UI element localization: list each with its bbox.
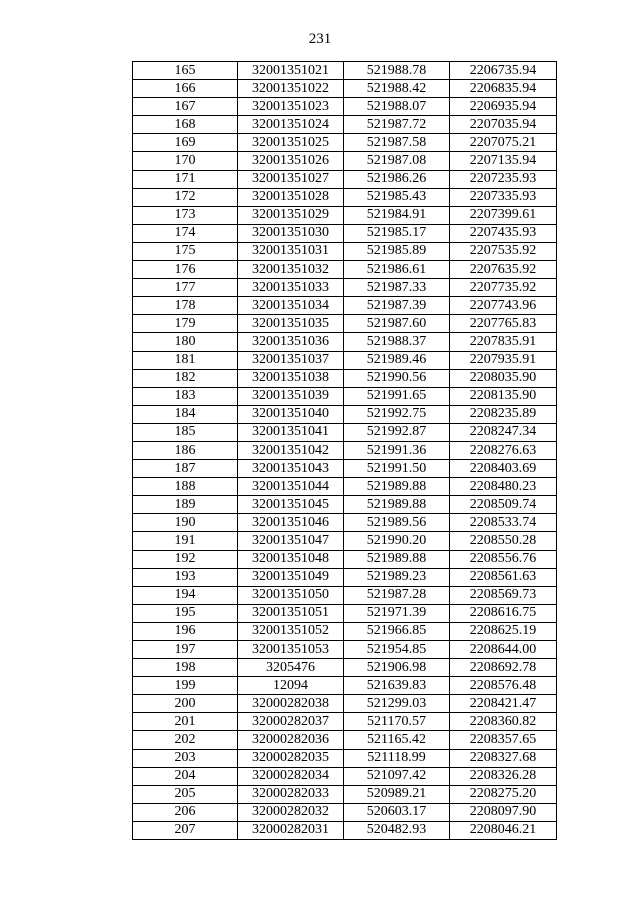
point-id-cell: 32001351024 (238, 116, 344, 134)
table-row (133, 695, 557, 713)
y-coordinate-cell: 2208247.34 (450, 423, 557, 441)
y-coordinate-cell: 2208625.19 (450, 622, 557, 640)
table-row (133, 785, 557, 803)
x-coordinate-cell: 521991.36 (344, 441, 450, 459)
x-coordinate-cell: 521987.33 (344, 279, 450, 297)
y-coordinate-cell: 2208235.89 (450, 405, 557, 423)
point-id-cell: 32001351047 (238, 532, 344, 550)
table-row (133, 532, 557, 550)
table-row (133, 821, 557, 839)
x-coordinate-cell: 521989.23 (344, 568, 450, 586)
point-id-cell: 32001351041 (238, 423, 344, 441)
x-coordinate-cell: 521299.03 (344, 695, 450, 713)
point-id-cell: 32001351049 (238, 568, 344, 586)
x-coordinate-cell: 520482.93 (344, 821, 450, 839)
x-coordinate-cell: 521985.43 (344, 188, 450, 206)
point-id-cell: 32001351025 (238, 134, 344, 152)
x-coordinate-cell: 521984.91 (344, 206, 450, 224)
row-number-cell: 178 (133, 297, 238, 315)
point-id-cell: 32001351042 (238, 441, 344, 459)
row-number-cell: 196 (133, 622, 238, 640)
x-coordinate-cell: 521992.75 (344, 405, 450, 423)
y-coordinate-cell: 2208561.63 (450, 568, 557, 586)
y-coordinate-cell: 2208326.28 (450, 767, 557, 785)
x-coordinate-cell: 520603.17 (344, 803, 450, 821)
point-id-cell: 32001351046 (238, 514, 344, 532)
table-row (133, 170, 557, 188)
y-coordinate-cell: 2208403.69 (450, 460, 557, 478)
y-coordinate-cell: 2207735.92 (450, 279, 557, 297)
row-number-cell: 175 (133, 242, 238, 260)
point-id-cell: 32000282033 (238, 785, 344, 803)
point-id-cell: 32001351045 (238, 496, 344, 514)
point-id-cell: 32001351050 (238, 586, 344, 604)
table-row (133, 351, 557, 369)
y-coordinate-cell: 2208276.63 (450, 441, 557, 459)
row-number-cell: 180 (133, 333, 238, 351)
row-number-cell: 197 (133, 641, 238, 659)
point-id-cell: 32001351036 (238, 333, 344, 351)
y-coordinate-cell: 2208509.74 (450, 496, 557, 514)
point-id-cell: 32001351048 (238, 550, 344, 568)
point-id-cell: 32000282032 (238, 803, 344, 821)
y-coordinate-cell: 2207035.94 (450, 116, 557, 134)
table-row (133, 604, 557, 622)
table-row (133, 405, 557, 423)
row-number-cell: 192 (133, 550, 238, 568)
table-row (133, 206, 557, 224)
y-coordinate-cell: 2207935.91 (450, 351, 557, 369)
table-row (133, 134, 557, 152)
point-id-cell: 32001351023 (238, 98, 344, 116)
row-number-cell: 200 (133, 695, 238, 713)
table-row (133, 423, 557, 441)
table-row (133, 261, 557, 279)
y-coordinate-cell: 2207235.93 (450, 170, 557, 188)
table-row (133, 297, 557, 315)
point-id-cell: 32001351044 (238, 478, 344, 496)
table-row (133, 116, 557, 134)
row-number-cell: 189 (133, 496, 238, 514)
row-number-cell: 167 (133, 98, 238, 116)
table-row (133, 460, 557, 478)
table-row (133, 333, 557, 351)
x-coordinate-cell: 521985.89 (344, 242, 450, 260)
x-coordinate-cell: 521991.65 (344, 387, 450, 405)
x-coordinate-cell: 521954.85 (344, 641, 450, 659)
x-coordinate-cell: 521990.20 (344, 532, 450, 550)
x-coordinate-cell: 521989.88 (344, 550, 450, 568)
x-coordinate-cell: 521639.83 (344, 677, 450, 695)
table-row (133, 731, 557, 749)
row-number-cell: 195 (133, 604, 238, 622)
x-coordinate-cell: 521988.37 (344, 333, 450, 351)
row-number-cell: 181 (133, 351, 238, 369)
table-row (133, 749, 557, 767)
table-row (133, 224, 557, 242)
table-row (133, 62, 557, 80)
x-coordinate-cell: 521992.87 (344, 423, 450, 441)
x-coordinate-cell: 521966.85 (344, 622, 450, 640)
x-coordinate-cell: 521986.26 (344, 170, 450, 188)
y-coordinate-cell: 2208556.76 (450, 550, 557, 568)
point-id-cell: 32001351030 (238, 224, 344, 242)
y-coordinate-cell: 2207743.96 (450, 297, 557, 315)
row-number-cell: 191 (133, 532, 238, 550)
row-number-cell: 190 (133, 514, 238, 532)
point-id-cell: 32001351029 (238, 206, 344, 224)
point-id-cell: 32001351051 (238, 604, 344, 622)
row-number-cell: 172 (133, 188, 238, 206)
y-coordinate-cell: 2208616.75 (450, 604, 557, 622)
point-id-cell: 32001351037 (238, 351, 344, 369)
x-coordinate-cell: 521989.88 (344, 478, 450, 496)
x-coordinate-cell: 521118.99 (344, 749, 450, 767)
point-id-cell: 32001351053 (238, 641, 344, 659)
row-number-cell: 170 (133, 152, 238, 170)
row-number-cell: 198 (133, 659, 238, 677)
y-coordinate-cell: 2208569.73 (450, 586, 557, 604)
point-id-cell: 32001351038 (238, 369, 344, 387)
row-number-cell: 194 (133, 586, 238, 604)
table-row (133, 550, 557, 568)
table-row (133, 641, 557, 659)
table-row (133, 767, 557, 785)
y-coordinate-cell: 2207765.83 (450, 315, 557, 333)
row-number-cell: 185 (133, 423, 238, 441)
table-row (133, 622, 557, 640)
table-body (133, 62, 557, 840)
row-number-cell: 183 (133, 387, 238, 405)
row-number-cell: 177 (133, 279, 238, 297)
row-number-cell: 168 (133, 116, 238, 134)
point-id-cell: 32000282036 (238, 731, 344, 749)
y-coordinate-cell: 2206835.94 (450, 80, 557, 98)
x-coordinate-cell: 521988.42 (344, 80, 450, 98)
row-number-cell: 166 (133, 80, 238, 98)
x-coordinate-cell: 521165.42 (344, 731, 450, 749)
row-number-cell: 187 (133, 460, 238, 478)
table-row (133, 315, 557, 333)
table-row (133, 713, 557, 731)
point-id-cell: 3205476 (238, 659, 344, 677)
y-coordinate-cell: 2207399.61 (450, 206, 557, 224)
x-coordinate-cell: 521986.61 (344, 261, 450, 279)
y-coordinate-cell: 2208357.65 (450, 731, 557, 749)
point-id-cell: 32001351021 (238, 62, 344, 80)
table-row (133, 188, 557, 206)
y-coordinate-cell: 2208576.48 (450, 677, 557, 695)
row-number-cell: 188 (133, 478, 238, 496)
y-coordinate-cell: 2208360.82 (450, 713, 557, 731)
y-coordinate-cell: 2207635.92 (450, 261, 557, 279)
table-row (133, 369, 557, 387)
x-coordinate-cell: 521988.07 (344, 98, 450, 116)
point-id-cell: 32001351052 (238, 622, 344, 640)
table-row (133, 803, 557, 821)
table-row (133, 441, 557, 459)
y-coordinate-cell: 2208035.90 (450, 369, 557, 387)
x-coordinate-cell: 521906.98 (344, 659, 450, 677)
x-coordinate-cell: 521987.08 (344, 152, 450, 170)
x-coordinate-cell: 521987.72 (344, 116, 450, 134)
table-row (133, 279, 557, 297)
y-coordinate-cell: 2208480.23 (450, 478, 557, 496)
point-id-cell: 32000282031 (238, 821, 344, 839)
y-coordinate-cell: 2207335.93 (450, 188, 557, 206)
point-id-cell: 32000282034 (238, 767, 344, 785)
y-coordinate-cell: 2206735.94 (450, 62, 557, 80)
table-row (133, 677, 557, 695)
row-number-cell: 179 (133, 315, 238, 333)
y-coordinate-cell: 2208327.68 (450, 749, 557, 767)
row-number-cell: 207 (133, 821, 238, 839)
x-coordinate-cell: 521991.50 (344, 460, 450, 478)
point-id-cell: 32001351033 (238, 279, 344, 297)
point-id-cell: 32001351022 (238, 80, 344, 98)
table-row (133, 80, 557, 98)
x-coordinate-cell: 521097.42 (344, 767, 450, 785)
row-number-cell: 169 (133, 134, 238, 152)
row-number-cell: 199 (133, 677, 238, 695)
point-id-cell: 32001351026 (238, 152, 344, 170)
y-coordinate-cell: 2208550.28 (450, 532, 557, 550)
x-coordinate-cell: 521987.39 (344, 297, 450, 315)
row-number-cell: 182 (133, 369, 238, 387)
x-coordinate-cell: 521987.58 (344, 134, 450, 152)
table-row (133, 387, 557, 405)
point-id-cell: 32001351032 (238, 261, 344, 279)
x-coordinate-cell: 521985.17 (344, 224, 450, 242)
row-number-cell: 165 (133, 62, 238, 80)
point-id-cell: 32001351027 (238, 170, 344, 188)
y-coordinate-cell: 2207075.21 (450, 134, 557, 152)
point-id-cell: 32001351043 (238, 460, 344, 478)
point-id-cell: 32000282037 (238, 713, 344, 731)
x-coordinate-cell: 520989.21 (344, 785, 450, 803)
y-coordinate-cell: 2208533.74 (450, 514, 557, 532)
x-coordinate-cell: 521989.56 (344, 514, 450, 532)
table-row (133, 98, 557, 116)
y-coordinate-cell: 2208692.78 (450, 659, 557, 677)
point-id-cell: 32000282035 (238, 749, 344, 767)
x-coordinate-cell: 521988.78 (344, 62, 450, 80)
row-number-cell: 174 (133, 224, 238, 242)
y-coordinate-cell: 2206935.94 (450, 98, 557, 116)
row-number-cell: 201 (133, 713, 238, 731)
point-id-cell: 32001351028 (238, 188, 344, 206)
x-coordinate-cell: 521971.39 (344, 604, 450, 622)
x-coordinate-cell: 521990.56 (344, 369, 450, 387)
table-row (133, 568, 557, 586)
y-coordinate-cell: 2208421.47 (450, 695, 557, 713)
y-coordinate-cell: 2207135.94 (450, 152, 557, 170)
table-row (133, 586, 557, 604)
table-row (133, 478, 557, 496)
row-number-cell: 206 (133, 803, 238, 821)
row-number-cell: 171 (133, 170, 238, 188)
table-row (133, 242, 557, 260)
coordinates-table (132, 61, 557, 840)
row-number-cell: 186 (133, 441, 238, 459)
y-coordinate-cell: 2208135.90 (450, 387, 557, 405)
point-id-cell: 12094 (238, 677, 344, 695)
x-coordinate-cell: 521989.88 (344, 496, 450, 514)
table-row (133, 514, 557, 532)
point-id-cell: 32001351040 (238, 405, 344, 423)
x-coordinate-cell: 521987.28 (344, 586, 450, 604)
point-id-cell: 32001351035 (238, 315, 344, 333)
table-row (133, 152, 557, 170)
y-coordinate-cell: 2207835.91 (450, 333, 557, 351)
row-number-cell: 204 (133, 767, 238, 785)
y-coordinate-cell: 2208275.20 (450, 785, 557, 803)
x-coordinate-cell: 521170.57 (344, 713, 450, 731)
row-number-cell: 184 (133, 405, 238, 423)
table-row (133, 496, 557, 514)
row-number-cell: 202 (133, 731, 238, 749)
table-row (133, 659, 557, 677)
y-coordinate-cell: 2208097.90 (450, 803, 557, 821)
y-coordinate-cell: 2208046.21 (450, 821, 557, 839)
y-coordinate-cell: 2207435.93 (450, 224, 557, 242)
row-number-cell: 173 (133, 206, 238, 224)
y-coordinate-cell: 2207535.92 (450, 242, 557, 260)
x-coordinate-cell: 521989.46 (344, 351, 450, 369)
row-number-cell: 193 (133, 568, 238, 586)
row-number-cell: 205 (133, 785, 238, 803)
point-id-cell: 32000282038 (238, 695, 344, 713)
point-id-cell: 32001351031 (238, 242, 344, 260)
row-number-cell: 176 (133, 261, 238, 279)
row-number-cell: 203 (133, 749, 238, 767)
x-coordinate-cell: 521987.60 (344, 315, 450, 333)
point-id-cell: 32001351034 (238, 297, 344, 315)
point-id-cell: 32001351039 (238, 387, 344, 405)
y-coordinate-cell: 2208644.00 (450, 641, 557, 659)
page-number: 231 (308, 31, 332, 47)
